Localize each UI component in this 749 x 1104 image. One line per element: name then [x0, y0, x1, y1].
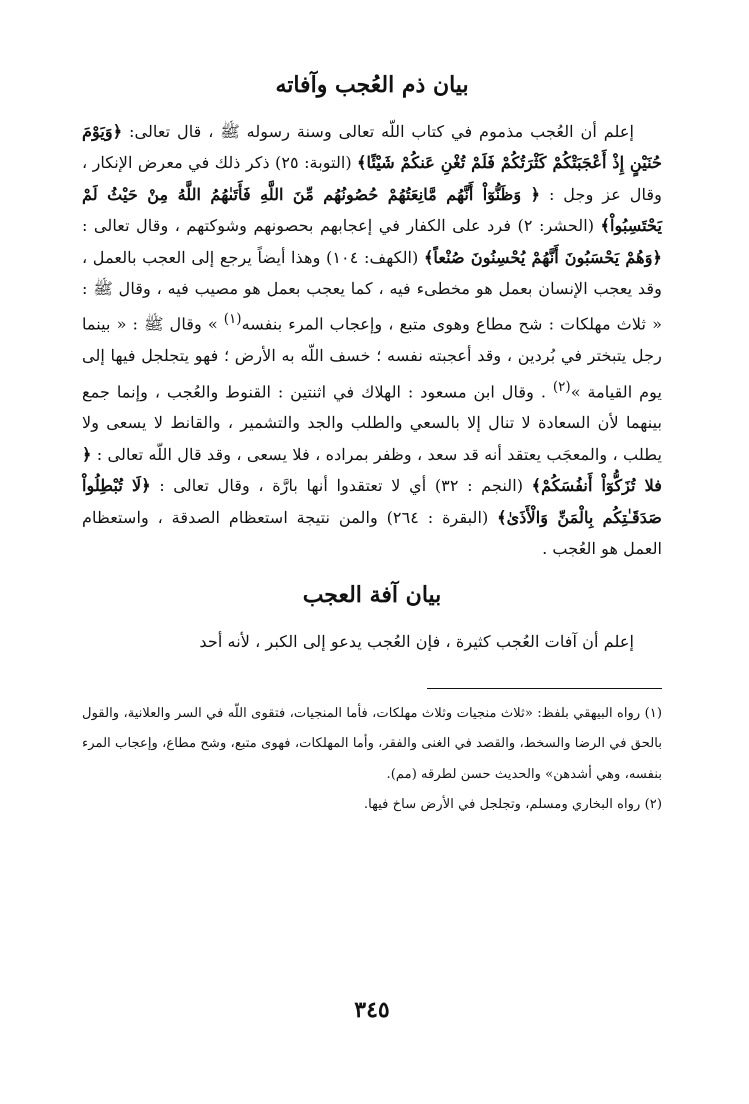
- body-text-segment: (الحشر: ٢) فرد على الكفار في إعجابهم بحصونهم وشوكتهم ، وقال تعالى :: [82, 216, 601, 236]
- quran-verse-kahf: ﴿وَهُمْ يَحْسَبُونَ أَنَّهُمْ يُحْسِنُونَ صُنْعاً﴾: [423, 247, 662, 267]
- body-text-segment: » وقال ﷺ : « بينما رجل يتبختر في بُردين ، وقد أعجبته نفسه ؛ خسف اللّه به الأرض ؛ فهو يتجلجل فيها إلى يوم القيامة »: [82, 314, 662, 402]
- body-text-segment: (النجم : ٣٢) أي لا تعتقدوا أنها بارَّة ، وقال تعالى :: [150, 476, 532, 496]
- section-title-dhamm-al-ujb: بيان ذم العُجب وآفاته: [275, 72, 469, 98]
- section-body-afat-al-ujb: إعلم أن آفات العُجب كثيرة ، فإن العُجب يدعو إلى الكبر ، لأنه أحد: [199, 632, 634, 652]
- body-text-segment: (البقرة : ٢٦٤) والمن نتيجة استعظام الصدقة ، واستعظام العمل هو العُجب .: [82, 507, 662, 559]
- body-text-segment: (الكهف: ١٠٤) وهذا أيضاً يرجع إلى العجب بالعمل ، وقد يعجب الإنسان بعمل هو مخطىء فيه ، كما يعجب بعمل هو مصيب فيه ، وقال ﷺ : « ثلاث مهلكات : شح مطاع وهوى متبع ، وإعجاب المرء بنفسه: [82, 247, 662, 334]
- quran-verse-najm: ﴿ فلا تُزَكُّوٓاْ أَنفُسَكُمْ﴾: [82, 444, 662, 496]
- footnotes: [82, 699, 662, 821]
- quran-verse-baqarah: ﴿لَا تُبْطِلُواْ صَدَقَـٰتِكُم بِالْمَنِّ وَالْأَذَىٰ﴾: [82, 476, 663, 527]
- section-title-afat-al-ujb: بيان آفة العجب: [302, 582, 442, 609]
- page-number: ٣٤٥: [354, 997, 390, 1023]
- footnote-ref-2[interactable]: (٢): [552, 378, 571, 395]
- footnote-divider: [427, 688, 662, 689]
- book-page: [82, 60, 662, 1060]
- body-text-segment: إعلم أن العُجب مذموم في كتاب اللّه تعالى وسنة رسوله ﷺ ، قال تعالى:: [122, 122, 634, 141]
- footnote-2: (٢) رواه البخاري ومسلم، وتجلجل في الأرض ساخ فيها.: [363, 797, 662, 813]
- body-text-segment: (التوبة: ٢٥) ذكر ذلك في معرض الإنكار ، وقال عز وجل :: [82, 153, 662, 204]
- quran-verse-hashr: ﴿ وَظَنُّوٓاْ أَنَّهُم مَّانِعَتُهُمْ حُصُونُهُم مِّنَ اللَّهِ فَأَتَىٰهُمُ اللَّهُ مِنْ حَيْثُ لَمْ يَحْتَسِبُواْ﴾: [82, 184, 663, 236]
- quran-verse-tawbah: ﴿وَيَوْمَ حُنَيْنٍ إِذْ أَعْجَبَتْكُمْ كَثْرَتُكُمْ فَلَمْ تُغْنِ عَنكُمْ شَيْئًا﴾: [82, 122, 662, 173]
- body-text-segment: . وقال ابن مسعود : الهلاك في اثنتين : القنوط والعُجب ، وإنما جمع بينهما لأن السعادة لا تنال إلا بالسعي والطلب والجد والتشمير ، والقانط لا يسعى ولا يطلب ، والمعجَب يعتقد أنه قد سعد ، وظفر بمراده ، فلا يسعى ، وقد قال اللّه تعالى :: [82, 382, 662, 464]
- footnote-ref-1[interactable]: (١): [223, 311, 242, 328]
- section-body-dhamm-al-ujb: [82, 116, 662, 564]
- footnote-1: (١) رواه البيهقي بلفظ: «ثلاث منجيات وثلاث مهلكات، فأما المنجيات، فتقوى اللّه في السر والعلانية، والقول بالحق في الرضا والسخط، والقصد في الغنى والفقر، وأما المهلكات، فهوى متبع، وشح مطاع، وإعجاب المرء بنفسه، وهي أشدهن» والحديث حسن لطرقه (مم).: [82, 705, 662, 782]
